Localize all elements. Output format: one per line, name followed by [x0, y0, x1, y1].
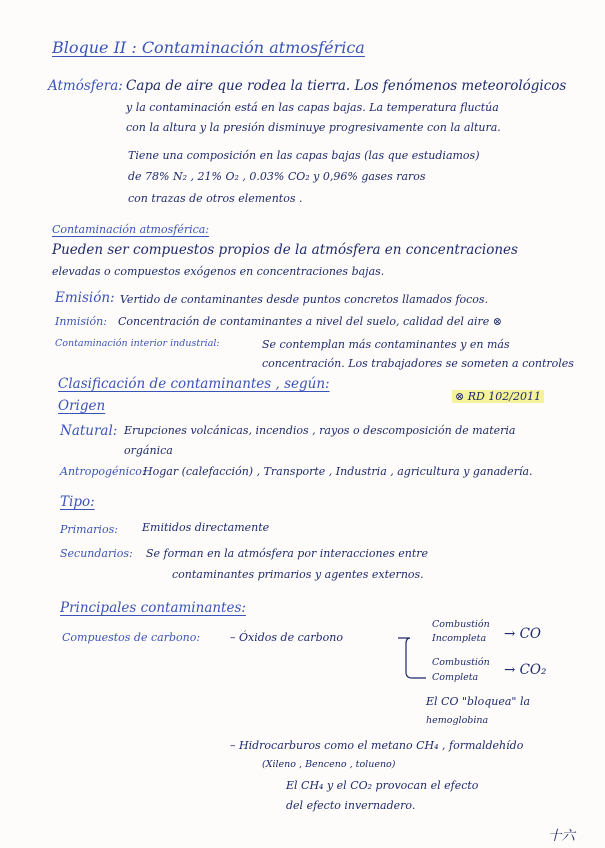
- contaminacion-heading: Contaminación atmosférica:: [52, 223, 210, 236]
- atmosfera-line: Capa de aire que rodea la tierra. Los fenómenos meteorológicos: [126, 78, 567, 94]
- principales-heading: Principales contaminantes:: [60, 600, 246, 616]
- page-mark: 十六: [548, 828, 575, 844]
- natural-label: Natural:: [60, 423, 118, 439]
- inmision-text: Concentración de contaminantes a nivel del suelo, calidad del aire ⊗: [118, 315, 502, 328]
- inmision-label: Inmisión:: [55, 315, 107, 328]
- primarios-label: Primarios:: [60, 523, 118, 536]
- natural-text: Erupciones volcánicas, incendios , rayos o descomposición de materia: [124, 424, 516, 437]
- emision-label: Emisión:: [55, 290, 115, 306]
- interior-label: Contaminación interior industrial:: [55, 338, 220, 349]
- combustion-incompleta: Incompleta: [432, 633, 487, 644]
- atmosfera-line: con la altura y la presión disminuye progresivamente con la altura.: [126, 121, 501, 134]
- combustion-completa: Combustión: [432, 657, 490, 668]
- combustion-completa: Completa: [432, 672, 479, 683]
- product-co2: → CO₂: [504, 662, 547, 678]
- page-title: Bloque II : Contaminación atmosférica: [52, 38, 365, 57]
- co-note: hemoglobina: [426, 715, 489, 726]
- antropogenico-label: Antropogénico:: [60, 465, 146, 478]
- efecto-line: El CH₄ y el CO₂ provocan el efecto: [286, 779, 479, 792]
- interior-text: concentración. Los trabajadores se someten a controles: [262, 357, 574, 370]
- product-co: → CO: [504, 626, 541, 642]
- oxidos-carbono: – Óxidos de carbono: [230, 631, 343, 644]
- primarios-text: Emitidos directamente: [142, 521, 270, 534]
- atmosfera-line: Tiene una composición en las capas bajas (las que estudiamos): [128, 149, 480, 162]
- contaminacion-line: Pueden ser compuestos propios de la atmósfera en concentraciones: [52, 242, 518, 258]
- secundarios-text: contaminantes primarios y agentes externos.: [172, 568, 424, 581]
- secundarios-label: Secundarios:: [60, 547, 133, 560]
- origen-heading: Origen: [58, 398, 106, 414]
- rd-reference: ⊗ RD 102/2011: [452, 390, 544, 403]
- atmosfera-line: y la contaminación está en las capas bajas. La temperatura fluctúa: [126, 101, 499, 114]
- contaminacion-line: elevadas o compuestos exógenos en concentraciones bajas.: [52, 265, 385, 278]
- hidrocarburos-line: (Xileno , Benceno , tolueno): [262, 759, 396, 770]
- atmosfera-label: Atmósfera:: [48, 78, 123, 94]
- secundarios-text: Se forman en la atmósfera por interacciones entre: [146, 547, 429, 560]
- emision-text: Vertido de contaminantes desde puntos concretos llamados focos.: [120, 293, 489, 306]
- antropogenico-text: Hogar (calefacción) , Transporte , Industria , agricultura y ganadería.: [143, 465, 533, 478]
- clasificacion-heading: Clasificación de contaminantes , según:: [58, 376, 330, 392]
- combustion-incompleta: Combustión: [432, 619, 490, 630]
- tipo-heading: Tipo:: [60, 494, 95, 510]
- branch-brace-icon: [396, 626, 430, 682]
- efecto-line: del efecto invernadero.: [286, 799, 416, 812]
- co-note: El CO "bloquea" la: [426, 695, 531, 708]
- hidrocarburos-line: – Hidrocarburos como el metano CH₄ , formaldehído: [230, 739, 524, 752]
- natural-text: orgánica: [124, 444, 173, 457]
- carbono-label: Compuestos de carbono:: [62, 631, 201, 644]
- atmosfera-line: con trazas de otros elementos .: [128, 192, 303, 205]
- atmosfera-line: de 78% N₂ , 21% O₂ , 0.03% CO₂ y 0,96% gases raros: [128, 170, 426, 183]
- interior-text: Se contemplan más contaminantes y en más: [262, 338, 510, 351]
